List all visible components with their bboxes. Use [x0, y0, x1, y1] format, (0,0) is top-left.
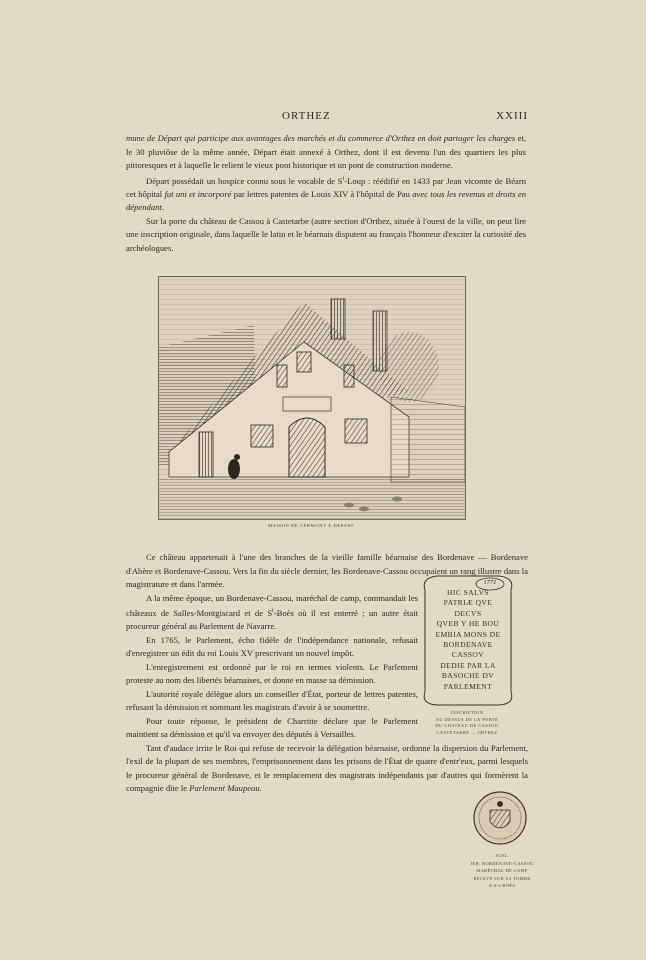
body-paragraph-4: L'enregistrement est ordonné par le roi en termes violents. Le Parlement proteste au nom des libertés béarnaises, et donne en masse sa démission. [126, 661, 418, 686]
intro-p2-run-6: . [161, 202, 164, 213]
body-paragraph-7-end: . [259, 783, 262, 794]
plaque-year: 1771 [483, 579, 497, 586]
body-paragraph-2-a: A la même époque, un Bordenave-Cassou, maréchal de camp, commandait les châteaux de Salles-Montgiscard et de S [126, 592, 418, 618]
seal-icon [472, 790, 528, 846]
body-paragraph-5: L'autorité royale délègue alors un conseiller d'État, porteur de lettres patentes, refusant la démission et sommant les magistrats d'avoir à se soumettre. [126, 688, 418, 713]
page-title: ORTHEZ [282, 110, 331, 122]
plaque-line-2: DECVS [454, 608, 482, 618]
body-paragraph-1: Ce château appartenait à l'une des branches de la vieille famille béarnaise des Bordenave — Bordenave d'Abère et Bordenave-Cassou. Vers la fin du siècle dernier, les Bordenave-Cassou occupaient un rang illustre dans la magistrature et dans l'armée. [126, 552, 528, 589]
plaque-caption-line-2: DU CHATEAU DE CASSOU [435, 723, 499, 729]
plaque-line-1: PATRIÆ QVE [443, 598, 493, 608]
seal-drawing [472, 790, 528, 846]
plaque-inscription [426, 588, 510, 692]
page-number: XXIII [496, 110, 528, 122]
plaque-caption-line-1: AU DESSUS DE LA PORTE [435, 716, 499, 722]
house-engraving [159, 277, 465, 519]
plaque-caption-line-0: INSCRIPTION [450, 710, 484, 715]
intro-p2-run-1: t [342, 175, 345, 182]
plaque-line-0: HIC SALVS [447, 588, 489, 597]
intro-p2-run-3: fut uni et incorporé [164, 188, 232, 199]
seal-caption-line-1: JEH. BORDENAVE-CASSOU [470, 860, 534, 866]
intro-p2-run-5: avec tous les revenus et droits en dépendant [126, 188, 526, 213]
running-head [0, 110, 646, 126]
plaque-caption-line-3: CASTETARBE — ORTHEZ [436, 729, 498, 735]
body-paragraph-2-sup: t [272, 608, 274, 614]
plaque-caption [413, 710, 521, 736]
intro-p2-run-0: Départ possédait un hospice connu sous le vocable de S [146, 175, 343, 186]
intro-p1-run-1: et, le 30 pluviôse de la même année, Départ était annexé à Orthez, dont il est devenu l'un des quartiers les plus pittoresques et à laquelle le relient le vieux pont historique et un pont de construction moderne. [126, 133, 526, 170]
parlement-maupeou: Parlement Maupeou [189, 783, 260, 794]
plaque-line-7: DEDIE PAR LA [440, 660, 496, 670]
inscription-plaque [419, 570, 518, 710]
plaque-line-8: BASOCHE DV [441, 671, 495, 681]
body-paragraph-2 [126, 592, 418, 634]
engraving-illustration [158, 276, 466, 520]
body-paragraph-7 [126, 742, 528, 796]
figure-caption: MAISON DE CERMONT À DEPART [268, 523, 354, 528]
intro-text [126, 132, 526, 255]
intro-p1-run-0: mune de Départ qui participe aux avantages des marchés et du commerce d'Orthez en doit partager les charges [126, 133, 516, 143]
plaque-line-3: QVEB Y HE BOU [436, 619, 500, 629]
seal-caption-line-4: A S^t-BOÈS [488, 883, 516, 889]
body-paragraph-3: En 1765, le Parlement, écho fidèle de l'indépendance nationale, refusait d'enregistrer un édit du roi Louis XV prescrivant un nouvel impôt. [126, 634, 418, 659]
intro-p2-run-4: par lettres patentes de Louis XIV à l'hôpital de Pau [231, 188, 413, 199]
body-paragraph-6: Pour toute réponse, le président de Charritte déclare que le Parlement maintient sa démission et qu'il va envoyer des députés à Versailles. [126, 715, 418, 740]
intro-paragraph-3: Sur la porte du château de Cassou à Castetarbe (autre section d'Orthez, située à l'ouest de la ville, on peut lire une inscription originale, dans laquelle le latin et le béarnais disputent au français l'honneur d'exciter la curiosité des archéologues. [126, 215, 526, 253]
plaque-line-6: CASSOV [451, 650, 485, 660]
plaque-line-5: BORDENAVE [443, 640, 493, 650]
intro-paragraph-2 [126, 173, 526, 215]
plaque-line-4: EMBIA MONS DE [435, 629, 501, 639]
intro-paragraph-1 [126, 132, 526, 173]
seal-caption-line-2: MARÉCHAL DE CAMP [476, 868, 528, 874]
seal-caption-line-3: RELEVÉ SUR SA TOMBE [473, 875, 531, 881]
intro-p2-run-2: -Loup : réédifié en 1433 par Jean vicomte de Béarn cet hôpital [126, 175, 526, 199]
body-paragraph-7-a: Tant d'audace irrite le Roi qui refuse de recevoir la délégation béarnaise, ordonne la dispersion du Parlement, l'exil de la plupart de ses membres, l'emprisonnement dans les prisons de l'État de quatre d'entr'eux, parmi lesquels le procureur général de Bordenave, et le remplacement des magistrats indépendants par d'autres qui formèrent la compagnie dite le [126, 742, 528, 794]
seal-caption-line-0: SCEL [495, 853, 509, 858]
plaque-line-9: PARLEMENT [443, 681, 493, 691]
body-paragraph-2-b: -Boès où il est enterré ; un autre était procureur général au Parlement de Navarre. [126, 607, 419, 632]
seal-caption [468, 852, 536, 890]
